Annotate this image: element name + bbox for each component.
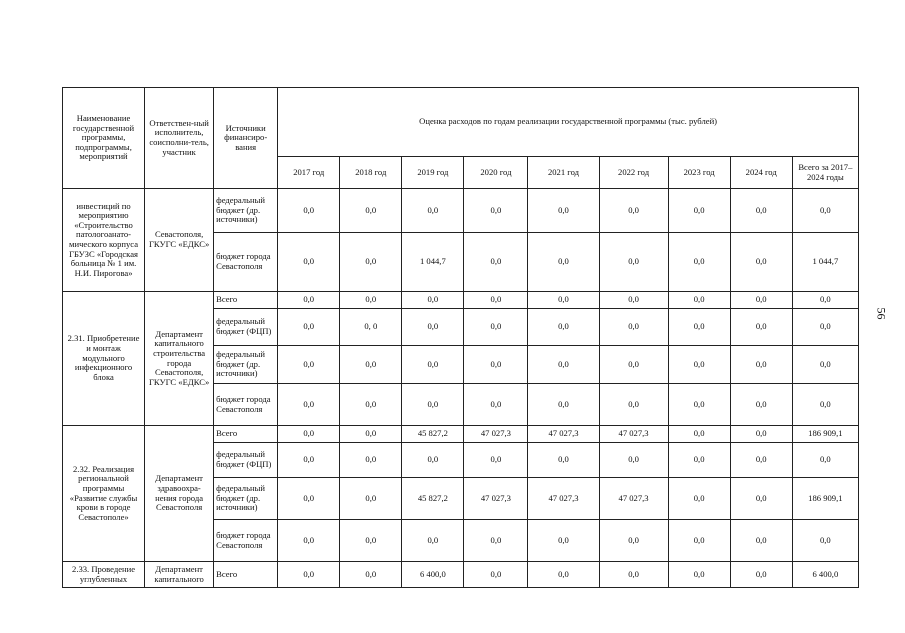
year-value-cell: 0,0: [278, 443, 340, 478]
program-name-cell: 2.32. Реализация региональной программы «Развитие службы крови в городе Севастополе»: [63, 426, 145, 562]
year-value-cell: 0,0: [464, 189, 528, 233]
funding-source-cell: федеральный бюджет (ФЦП): [214, 309, 278, 346]
total-value-cell: 6 400,0: [792, 562, 858, 588]
year-value-cell: 0,0: [528, 189, 599, 233]
year-value-cell: 0,0: [278, 346, 340, 384]
year-value-cell: 45 827,2: [402, 426, 464, 443]
year-value-cell: 0,0: [340, 233, 402, 292]
year-value-cell: 0,0: [340, 443, 402, 478]
total-value-cell: 0,0: [792, 520, 858, 562]
year-value-cell: 0,0: [599, 309, 668, 346]
year-value-cell: 47 027,3: [464, 478, 528, 520]
year-value-cell: 0,0: [599, 384, 668, 426]
funding-source-cell: бюджет города Севастополя: [214, 233, 278, 292]
funding-source-cell: федеральный бюджет (др. источники): [214, 189, 278, 233]
year-value-cell: 0,0: [730, 233, 792, 292]
year-value-cell: 0,0: [730, 309, 792, 346]
year-value-cell: 0,0: [278, 309, 340, 346]
year-value-cell: 0,0: [464, 346, 528, 384]
year-value-cell: 0,0: [730, 443, 792, 478]
funding-source-cell: Всего: [214, 426, 278, 443]
year-value-cell: 0,0: [278, 478, 340, 520]
program-name-cell: 2.31. Приобретение и монтаж модульного инфекционного блока: [63, 292, 145, 426]
year-value-cell: 0,0: [340, 384, 402, 426]
year-value-cell: 0,0: [668, 478, 730, 520]
year-value-cell: 0,0: [278, 384, 340, 426]
year-value-cell: 0,0: [730, 478, 792, 520]
year-value-cell: 0,0: [340, 426, 402, 443]
header-expense-estimate: Оценка расходов по годам реализации государственной программы (тыс. рублей): [278, 88, 859, 157]
year-value-cell: 0,0: [599, 189, 668, 233]
total-value-cell: 0,0: [792, 292, 858, 309]
year-value-cell: 0,0: [668, 292, 730, 309]
funding-source-cell: федеральный бюджет (ФЦП): [214, 443, 278, 478]
year-value-cell: 0,0: [528, 443, 599, 478]
header-year: 2021 год: [528, 157, 599, 189]
executor-cell: Департамент капитального строительства города Севастополя, ГКУГС «ЕДКС»: [145, 292, 214, 426]
year-value-cell: 0,0: [402, 346, 464, 384]
year-value-cell: 0,0: [668, 443, 730, 478]
year-value-cell: 0,0: [668, 520, 730, 562]
year-value-cell: 0,0: [668, 346, 730, 384]
program-name-cell: инвестиций по мероприятию «Строительство патологоанато-мического корпуса ГБУЗС «Городская больница № 1 им. Н.И. Пирогова»: [63, 189, 145, 292]
header-year: 2023 год: [668, 157, 730, 189]
year-value-cell: 0,0: [278, 520, 340, 562]
page-number: 56: [874, 307, 889, 320]
header-year: 2019 год: [402, 157, 464, 189]
header-year: 2020 год: [464, 157, 528, 189]
funding-source-cell: федеральный бюджет (др. источники): [214, 346, 278, 384]
year-value-cell: 0,0: [730, 292, 792, 309]
year-value-cell: 0,0: [730, 520, 792, 562]
year-value-cell: 0,0: [668, 426, 730, 443]
funding-source-cell: бюджет города Севастополя: [214, 520, 278, 562]
year-value-cell: 0,0: [340, 520, 402, 562]
year-value-cell: 0,0: [599, 562, 668, 588]
year-value-cell: 0,0: [464, 562, 528, 588]
table-row: [63, 562, 859, 588]
year-value-cell: 0,0: [402, 520, 464, 562]
table-row: [63, 292, 859, 309]
year-value-cell: 6 400,0: [402, 562, 464, 588]
year-value-cell: 0,0: [278, 233, 340, 292]
year-value-cell: 0,0: [730, 189, 792, 233]
year-value-cell: 0,0: [340, 478, 402, 520]
header-year: 2022 год: [599, 157, 668, 189]
year-value-cell: 0,0: [668, 233, 730, 292]
year-value-cell: 0,0: [278, 292, 340, 309]
year-value-cell: 0,0: [464, 384, 528, 426]
year-value-cell: 0,0: [278, 562, 340, 588]
year-value-cell: 0,0: [599, 346, 668, 384]
year-value-cell: 0,0: [402, 309, 464, 346]
year-value-cell: 0,0: [599, 443, 668, 478]
executor-cell: Севастополя, ГКУГС «ЕДКС»: [145, 189, 214, 292]
year-value-cell: 0,0: [528, 309, 599, 346]
year-value-cell: 0,0: [668, 384, 730, 426]
total-value-cell: 186 909,1: [792, 426, 858, 443]
year-value-cell: 0,0: [278, 189, 340, 233]
year-value-cell: 47 027,3: [464, 426, 528, 443]
funding-source-cell: Всего: [214, 562, 278, 588]
year-value-cell: 0,0: [340, 562, 402, 588]
year-value-cell: 47 027,3: [528, 478, 599, 520]
year-value-cell: 0,0: [340, 346, 402, 384]
header-year: 2018 год: [340, 157, 402, 189]
total-value-cell: 1 044,7: [792, 233, 858, 292]
year-value-cell: 1 044,7: [402, 233, 464, 292]
year-value-cell: 0,0: [464, 309, 528, 346]
year-value-cell: 0,0: [402, 292, 464, 309]
year-value-cell: 0,0: [730, 346, 792, 384]
year-value-cell: 0,0: [340, 292, 402, 309]
total-value-cell: 0,0: [792, 384, 858, 426]
year-value-cell: 0,0: [668, 309, 730, 346]
funding-source-cell: федеральный бюджет (др. источники): [214, 478, 278, 520]
year-value-cell: 0,0: [528, 346, 599, 384]
year-value-cell: 47 027,3: [599, 478, 668, 520]
program-name-cell: 2.33. Проведение углубленных: [63, 562, 145, 588]
year-value-cell: 0,0: [599, 292, 668, 309]
year-value-cell: 0,0: [668, 189, 730, 233]
year-value-cell: 0,0: [528, 520, 599, 562]
year-value-cell: 47 027,3: [599, 426, 668, 443]
year-value-cell: 0,0: [464, 292, 528, 309]
header-executor: Ответствен-ный исполнитель, соисполни-тель, участник: [145, 88, 214, 189]
total-value-cell: 0,0: [792, 309, 858, 346]
year-value-cell: 47 027,3: [528, 426, 599, 443]
year-value-cell: 0,0: [599, 233, 668, 292]
year-value-cell: 0,0: [599, 520, 668, 562]
year-value-cell: 0,0: [668, 562, 730, 588]
year-value-cell: 0,0: [528, 384, 599, 426]
total-value-cell: 0,0: [792, 443, 858, 478]
year-value-cell: 0,0: [730, 384, 792, 426]
header-year: 2024 год: [730, 157, 792, 189]
year-value-cell: 0,0: [528, 233, 599, 292]
year-value-cell: 0,0: [528, 562, 599, 588]
year-value-cell: 0, 0: [340, 309, 402, 346]
header-funding-source: Источники финансиро-вания: [214, 88, 278, 189]
header-year: Всего за 2017–2024 годы: [792, 157, 858, 189]
table-row: [63, 189, 859, 233]
year-value-cell: 0,0: [464, 233, 528, 292]
header-program-name: Наименование государственной программы, подпрограммы, мероприятий: [63, 88, 145, 189]
year-value-cell: 0,0: [464, 443, 528, 478]
year-value-cell: 0,0: [278, 426, 340, 443]
year-value-cell: 0,0: [402, 443, 464, 478]
year-value-cell: 0,0: [340, 189, 402, 233]
year-value-cell: 0,0: [528, 292, 599, 309]
table-row: [63, 426, 859, 443]
year-value-cell: 0,0: [402, 189, 464, 233]
total-value-cell: 0,0: [792, 189, 858, 233]
total-value-cell: 186 909,1: [792, 478, 858, 520]
year-value-cell: 0,0: [730, 562, 792, 588]
year-value-cell: 45 827,2: [402, 478, 464, 520]
executor-cell: Департамент капитального: [145, 562, 214, 588]
funding-source-cell: бюджет города Севастополя: [214, 384, 278, 426]
year-value-cell: 0,0: [402, 384, 464, 426]
year-value-cell: 0,0: [464, 520, 528, 562]
funding-source-cell: Всего: [214, 292, 278, 309]
year-value-cell: 0,0: [730, 426, 792, 443]
budget-table: [62, 87, 859, 588]
total-value-cell: 0,0: [792, 346, 858, 384]
executor-cell: Департамент здравоохра-нения города Севастополя: [145, 426, 214, 562]
header-year: 2017 год: [278, 157, 340, 189]
